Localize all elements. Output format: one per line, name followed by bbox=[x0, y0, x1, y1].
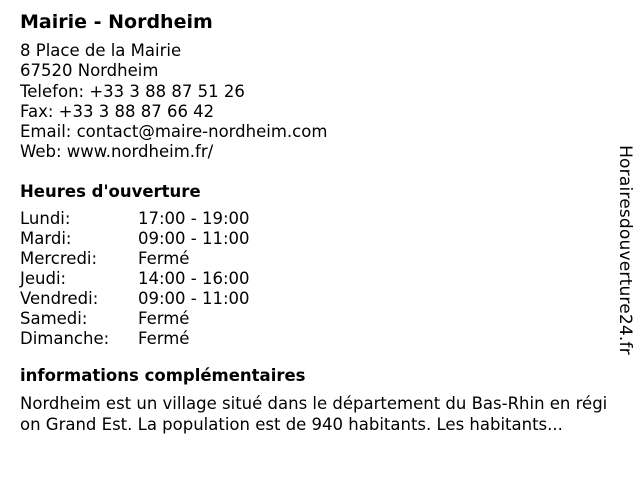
business-card bbox=[20, 10, 610, 435]
hours-time: Fermé bbox=[138, 248, 190, 268]
hours-time: Fermé bbox=[138, 328, 190, 348]
hours-row bbox=[20, 289, 610, 309]
hours-table bbox=[20, 209, 610, 349]
hours-row bbox=[20, 329, 610, 349]
info-heading: informations complémentaires bbox=[20, 365, 306, 385]
address-city: 67520 Nordheim bbox=[20, 61, 159, 81]
info-text: Nordheim est un village situé dans le département du Bas-Rhin en région Grand Est. La population est de 940 habitants. Les habitants... bbox=[20, 393, 608, 434]
hours-heading: Heures d'ouverture bbox=[20, 181, 201, 201]
phone-number: Telefon: +33 3 88 87 51 26 bbox=[20, 81, 245, 101]
hours-row bbox=[20, 209, 610, 229]
address-street: 8 Place de la Mairie bbox=[20, 41, 182, 60]
hours-time: Fermé bbox=[138, 308, 190, 328]
hours-row bbox=[20, 229, 610, 249]
hours-row bbox=[20, 249, 610, 269]
website-address: Web: www.nordheim.fr/ bbox=[20, 142, 214, 162]
page-title: Mairie - Nordheim bbox=[20, 11, 213, 33]
hours-row bbox=[20, 309, 610, 329]
fax-number: Fax: +33 3 88 87 66 42 bbox=[20, 101, 215, 121]
hours-day: Vendredi: bbox=[20, 288, 99, 308]
contact-block bbox=[20, 41, 610, 163]
hours-time: 17:00 - 19:00 bbox=[138, 208, 250, 228]
hours-time: 09:00 - 11:00 bbox=[138, 228, 250, 248]
site-watermark: Horairesdouverture24.fr bbox=[615, 145, 635, 355]
hours-day: Samedi: bbox=[20, 308, 88, 328]
hours-day: Dimanche: bbox=[20, 328, 110, 348]
hours-day: Mardi: bbox=[20, 228, 72, 248]
hours-day: Lundi: bbox=[20, 208, 71, 228]
hours-time: 14:00 - 16:00 bbox=[138, 268, 250, 288]
email-address: Email: contact@maire-nordheim.com bbox=[20, 122, 328, 142]
hours-day: Jeudi: bbox=[20, 268, 67, 288]
hours-day: Mercredi: bbox=[20, 248, 98, 268]
hours-row bbox=[20, 269, 610, 289]
hours-time: 09:00 - 11:00 bbox=[138, 288, 250, 308]
